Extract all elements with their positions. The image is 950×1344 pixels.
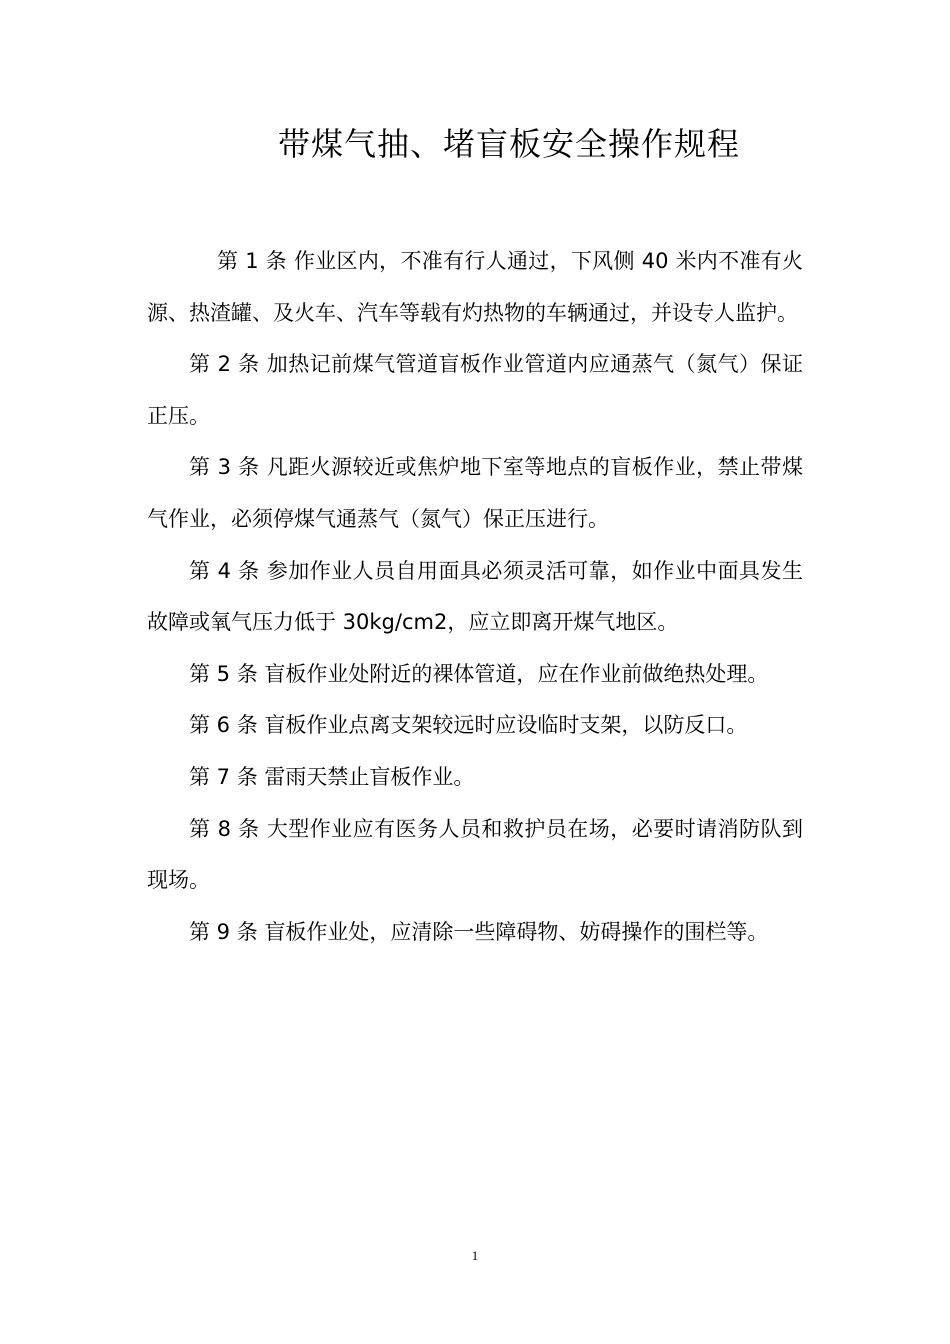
article-6	[147, 700, 803, 752]
article-7	[147, 752, 803, 804]
article-9	[147, 907, 803, 959]
document-title: 带煤气抽、堵盲板安全操作规程	[277, 125, 740, 163]
article-1	[147, 236, 803, 339]
article-3	[147, 442, 803, 545]
article-4-text: 参加作业人员自用面具必须灵活可靠，如作业中面具发生故障或氧气压力低于 30kg/cm2，应立即离开煤气地区。	[147, 558, 803, 635]
article-3-label: 第 3 条	[189, 455, 260, 480]
article-8-label: 第 8 条	[189, 816, 260, 841]
article-7-label: 第 7 条	[189, 764, 258, 789]
article-7-text: 雷雨天禁止盲板作业。	[264, 764, 475, 789]
article-2-label: 第 2 条	[189, 352, 260, 377]
document-body	[147, 236, 803, 958]
article-5-text: 盲板作业处附近的裸体管道，应在作业前做绝热处理。	[264, 661, 769, 686]
article-4	[147, 546, 803, 649]
article-9-text: 盲板作业处，应清除一些障碍物、妨碍操作的围栏等。	[264, 919, 769, 944]
article-2-text: 加热记前煤气管道盲板作业管道内应通蒸气（氮气）保证正压。	[147, 352, 803, 428]
article-8	[147, 804, 803, 907]
article-9-label: 第 9 条	[189, 919, 258, 944]
article-6-text: 盲板作业点离支架较远时应设临时支架，以防反口。	[264, 713, 748, 738]
article-8-text: 大型作业应有医务人员和救护员在场，必要时请消防队到现场。	[147, 816, 803, 893]
article-6-label: 第 6 条	[189, 713, 258, 738]
article-1-label: 第 1 条	[217, 249, 287, 273]
article-3-text: 凡距火源较近或焦炉地下室等地点的盲板作业，禁止带煤气作业，必须停煤气通蒸气（氮气）保正压进行。	[147, 455, 803, 531]
article-4-label: 第 4 条	[189, 558, 260, 583]
article-2	[147, 339, 803, 442]
article-5-label: 第 5 条	[189, 661, 258, 686]
article-5	[147, 649, 803, 701]
page-number: 1	[471, 1248, 479, 1263]
article-1-text: 作业区内，不准有行人通过，下风侧 40 米内不准有火源、热渣罐、及火车、汽车等载有灼热物的车辆通过，并设专人监护。	[147, 249, 803, 325]
